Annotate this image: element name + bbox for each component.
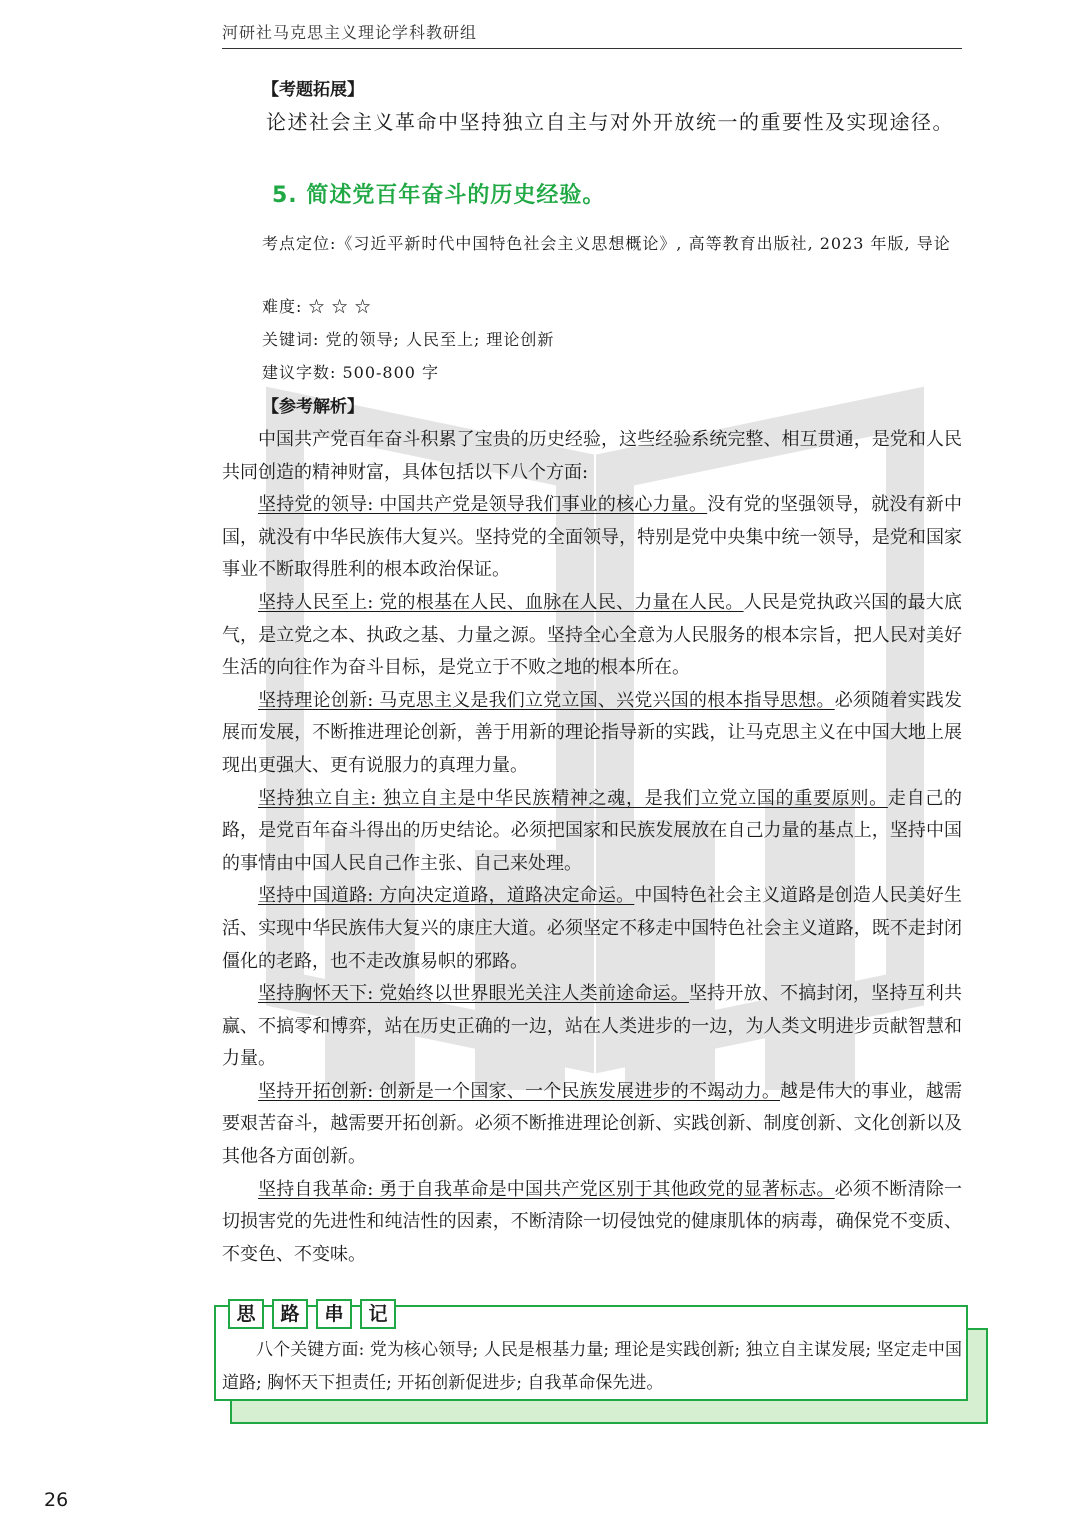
point-paragraph: [222, 1174, 962, 1272]
summary-text-block: [222, 1334, 962, 1400]
word-count: 建议字数: 500-800 字: [262, 363, 440, 382]
keywords: 关键词: 党的领导; 人民至上; 理论创新: [262, 330, 555, 349]
extension-label: 【考题拓展】: [262, 80, 364, 100]
summary-tag: 路: [272, 1299, 308, 1329]
summary-tag: 思: [228, 1299, 264, 1329]
point-paragraph: [222, 587, 962, 685]
point-heading: 坚持人民至上: 党的根基在人民、血脉在人民、力量在人民。: [258, 591, 744, 613]
point-paragraph: [222, 1076, 962, 1174]
point-heading: 坚持胸怀天下: 党始终以世界眼光关注人类前途命运。: [258, 983, 689, 1005]
extension-question: 论述社会主义革命中坚持独立自主与对外开放统一的重要性及实现途径。: [266, 110, 954, 134]
difficulty: 难度: ☆ ☆ ☆: [262, 297, 372, 316]
point-body: 走自己的路，是党百年奋斗得出的历史结论。必须把国家和民族发展放在自己力量的基点上，坚持中国的事情由中国人民自己作主张、自己来处理。: [222, 787, 962, 874]
point-body: 坚持开放、不搞封闭，坚持互利共赢、不搞零和博弈，站在历史正确的一边，站在人类进步的一边，为人类文明进步贡献智慧和力量。: [222, 983, 962, 1070]
point-body: 必须随着实践发展而发展，不断推进理论创新，善于用新的理论指导新的实践，让马克思主义在中国大地上展现出更强大、更有说服力的真理力量。: [222, 689, 962, 776]
point-heading: 坚持开拓创新: 创新是一个国家、一个民族发展进步的不竭动力。: [258, 1080, 781, 1102]
point-heading: 坚持独立自主: 独立自主是中华民族精神之魂，是我们立党立国的重要原则。: [258, 787, 888, 809]
point-body: 中国特色社会主义道路是创造人民美好生活、实现中华民族伟大复兴的康庄大道。必须坚定不移走中国特色社会主义道路，既不走封闭僵化的老路，也不走改旗易帜的邪路。: [222, 885, 962, 972]
point-paragraph: [222, 685, 962, 783]
question-title: 5. 简述党百年奋斗的历史经验。: [272, 183, 606, 208]
point-heading: 坚持理论创新: 马克思主义是我们立党立国、兴党兴国的根本指导思想。: [258, 689, 835, 711]
point-paragraph: [222, 489, 962, 587]
point-paragraph: [222, 880, 962, 978]
point-heading: 坚持中国道路: 方向决定道路，道路决定命运。: [258, 885, 635, 907]
point-body: 必须不断清除一切损害党的先进性和纯洁性的因素，不断清除一切侵蚀党的健康肌体的病毒，确保党不变质、不变色、不变味。: [222, 1178, 962, 1265]
exam-source: 考点定位:《习近平新时代中国特色社会主义思想概论》, 高等教育出版社, 2023 年版, 导论: [262, 234, 951, 253]
summary-tag: 记: [360, 1299, 396, 1329]
summary-text: 八个关键方面: 党为核心领导; 人民是根基力量; 理论是实践创新; 独立自主谋发展; 坚定走中国道路; 胸怀天下担责任; 开拓创新促进步; 自我革命保先进。: [222, 1340, 962, 1393]
analysis-label: 【参考解析】: [262, 397, 364, 417]
point-paragraph: [222, 978, 962, 1076]
summary-tag: 串: [316, 1299, 352, 1329]
point-paragraph: [222, 783, 962, 881]
point-body: 没有党的坚强领导，就没有新中国，就没有中华民族伟大复兴。坚持党的全面领导，特别是党中央集中统一领导，是党和国家事业不断取得胜利的根本政治保证。: [222, 494, 962, 581]
analysis-intro: 中国共产党百年奋斗积累了宝贵的历史经验，这些经验系统完整、相互贯通，是党和人民共同创造的精神财富，具体包括以下八个方面:: [222, 429, 962, 483]
point-body: 越是伟大的事业，越需要艰苦奋斗，越需要开拓创新。必须不断推进理论创新、实践创新、制度创新、文化创新以及其他各方面创新。: [222, 1080, 962, 1168]
point-body: 人民是党执政兴国的最大底气，是立党之本、执政之基、力量之源。坚持全心全意为人民服务的根本宗旨，把人民对美好生活的向往作为奋斗目标，是党立于不败之地的根本所在。: [222, 591, 962, 679]
point-heading: 坚持自我革命: 勇于自我革命是中国共产党区别于其他政党的显著标志。: [258, 1178, 835, 1200]
page-number: 26: [44, 1489, 69, 1511]
page-header: 河研社马克思主义理论学科教研组: [222, 20, 962, 49]
point-heading: 坚持党的领导: 中国共产党是领导我们事业的核心力量。: [258, 494, 708, 516]
analysis-content: [222, 424, 962, 1271]
